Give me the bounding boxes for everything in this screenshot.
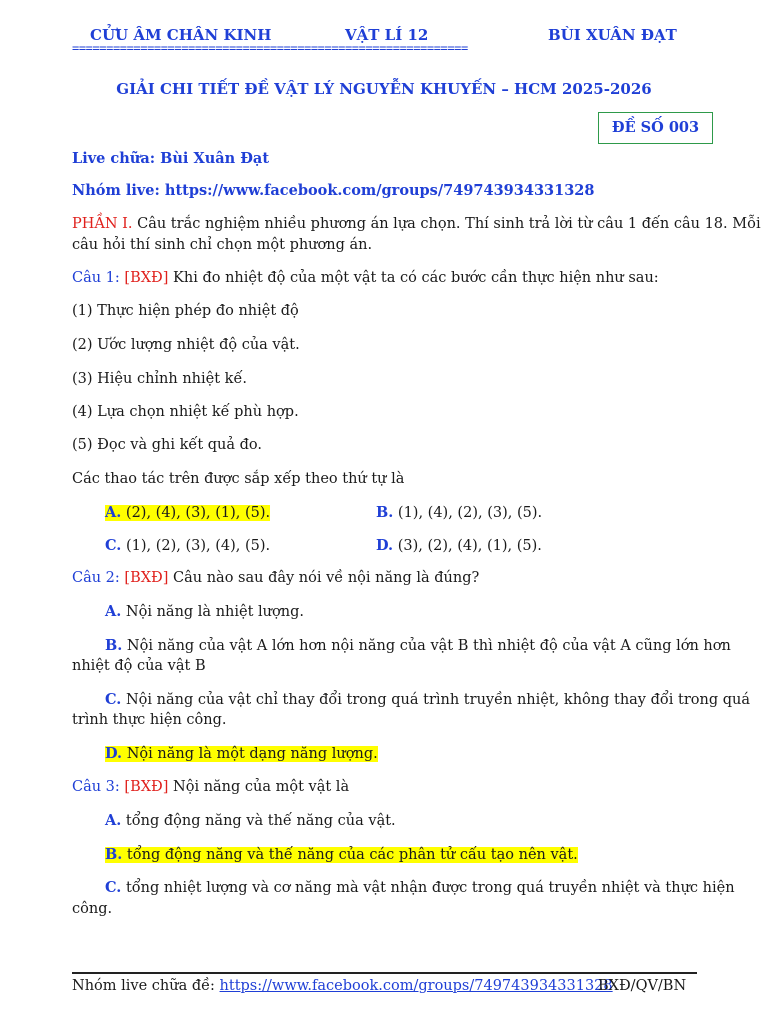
q1-option-a-letter: A. <box>105 504 122 521</box>
q2-option-b-cont: nhiệt độ của vật B <box>72 658 206 674</box>
q3-text: Nội năng của một vật là <box>173 779 350 795</box>
header-right: BÙI XUÂN ĐẠT <box>548 26 677 44</box>
q2-option-c <box>105 691 750 708</box>
q2-tag: [BXĐ] <box>124 570 169 586</box>
q1-option-b-text: (1), (4), (2), (3), (5). <box>397 505 543 521</box>
q2-option-b-text: Nội năng của vật A lớn hơn nội năng của vật B thì nhiệt độ của vật A cũng lớn hơn <box>126 638 731 654</box>
footer-prefix: Nhóm live chữa đề: <box>72 978 215 994</box>
q2-option-d <box>105 745 378 762</box>
q1-prompt: Các thao tác trên được sắp xếp theo thứ tự là <box>72 471 405 487</box>
q1-label: Câu 1: <box>72 270 120 286</box>
footer-right: BXĐ/QV/BN <box>598 978 687 994</box>
header-center: VẬT LÍ 12 <box>345 26 429 44</box>
q2-option-b-letter: B. <box>105 637 123 654</box>
q2-option-a-text: Nội năng là nhiệt lượng. <box>125 604 304 620</box>
q2-option-c-cont: trình thực hiện công. <box>72 712 227 728</box>
q1-step-2: (2) Ước lượng nhiệt độ của vật. <box>72 337 300 353</box>
q3-option-b-text: tổng động năng và thế năng của các phân tử cấu tạo nên vật. <box>126 847 578 863</box>
q1-step-3: (3) Hiệu chỉnh nhiệt kế. <box>72 371 247 387</box>
q1-stem <box>72 270 659 286</box>
footer-group-link[interactable]: https://www.facebook.com/groups/749743934331328 <box>219 978 613 994</box>
exam-code-box: ĐỀ SỐ 003 <box>598 112 713 144</box>
q3-option-a-letter: A. <box>105 812 122 829</box>
q1-text: Khi đo nhiệt độ của một vật ta có các bước cần thực hiện như sau: <box>173 270 659 286</box>
q1-option-d-letter: D. <box>376 537 394 554</box>
q1-option-c-text: (1), (2), (3), (4), (5). <box>125 538 271 554</box>
q3-option-b-letter: B. <box>105 846 123 863</box>
q3-option-a-text: tổng động năng và thế năng của vật. <box>125 813 396 829</box>
q1-option-c-letter: C. <box>105 537 122 554</box>
q1-tag: [BXĐ] <box>124 270 169 286</box>
q2-label: Câu 2: <box>72 570 120 586</box>
q1-option-d-text: (3), (2), (4), (1), (5). <box>397 538 542 554</box>
header-left: CỬU ÂM CHÂN KINH <box>90 26 272 44</box>
q1-option-d <box>376 537 542 554</box>
q2-option-b <box>105 637 731 654</box>
q2-stem <box>72 570 479 586</box>
q1-option-a <box>105 504 270 521</box>
q1-step-1: (1) Thực hiện phép đo nhiệt độ <box>72 303 299 319</box>
footer-left <box>72 978 613 994</box>
q3-option-c-text: tổng nhiệt lượng và cơ năng mà vật nhận được trong quá truyền nhiệt và thực hiện <box>125 880 735 896</box>
part1-line1 <box>72 216 761 232</box>
q2-option-a <box>105 603 304 620</box>
part1-line2: câu hỏi thí sinh chỉ chọn một phương án. <box>72 237 373 253</box>
q3-option-a <box>105 812 396 829</box>
q1-step-4: (4) Lựa chọn nhiệt kế phù hợp. <box>72 404 299 420</box>
part1-text1: Câu trắc nghiệm nhiều phương án lựa chọn. Thí sinh trả lời từ câu 1 đến câu 18. Mỗi <box>137 216 761 232</box>
q3-label: Câu 3: <box>72 779 120 795</box>
live-line: Live chữa: Bùi Xuân Đạt <box>72 150 270 167</box>
q3-stem <box>72 779 349 795</box>
part1-label: PHẦN I. <box>72 216 133 232</box>
q3-option-c-cont: công. <box>72 901 113 917</box>
q1-option-b <box>376 504 542 521</box>
q3-tag: [BXĐ] <box>124 779 169 795</box>
footer-rule <box>72 972 697 974</box>
q1-option-b-letter: B. <box>376 504 394 521</box>
q1-option-a-text: (2), (4), (3), (1), (5). <box>125 505 271 521</box>
q1-option-c <box>105 537 270 554</box>
group-line: Nhóm live: https://www.facebook.com/groups/749743934331328 <box>72 182 595 199</box>
header-rule: ========================================================== <box>72 42 468 54</box>
q2-text: Câu nào sau đây nói về nội năng là đúng? <box>173 570 480 586</box>
document-title: GIẢI CHI TIẾT ĐỀ VẬT LÝ NGUYỄN KHUYẾN – HCM 2025-2026 <box>116 80 652 98</box>
q3-option-b <box>105 846 578 863</box>
q3-option-c-letter: C. <box>105 879 122 896</box>
q2-option-a-letter: A. <box>105 603 122 620</box>
q2-option-d-text: Nội năng là một dạng năng lượng. <box>126 746 378 762</box>
q2-option-c-text: Nội năng của vật chỉ thay đổi trong quá trình truyền nhiệt, không thay đổi trong quá <box>125 692 750 708</box>
q2-option-d-letter: D. <box>105 745 123 762</box>
q2-option-c-letter: C. <box>105 691 122 708</box>
q3-option-c <box>105 879 735 896</box>
q1-step-5: (5) Đọc và ghi kết quả đo. <box>72 437 263 453</box>
